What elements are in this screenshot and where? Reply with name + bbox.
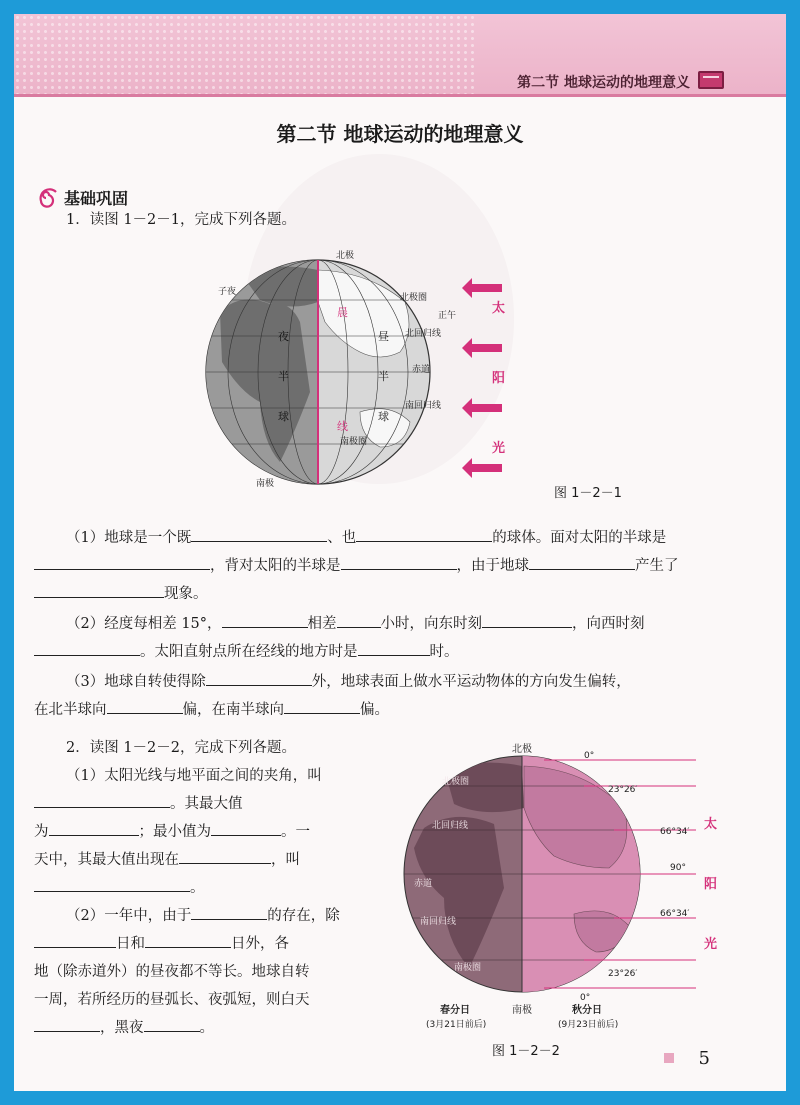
q2-p1-text-g: ，叫: [271, 852, 300, 868]
q1-p2-line1: [66, 610, 645, 638]
figure-1-2-1: [200, 242, 520, 502]
q1-p1-text-d: ，背对太阳的半球是: [210, 558, 341, 574]
day-label-2: 半: [378, 370, 389, 383]
q2-p1-text-h: 。: [190, 880, 205, 896]
answer-blank[interactable]: [107, 698, 183, 714]
q2-p1-text-d: ；最小值为: [138, 824, 211, 840]
terminator-label-1: 晨: [337, 306, 348, 319]
answer-blank[interactable]: [211, 820, 281, 836]
q1-p1-text-e: ，由于地球: [456, 558, 529, 574]
answer-blank[interactable]: [341, 554, 457, 570]
tropic-capricorn-label: 南回归线: [405, 401, 442, 411]
q1-p1-text-c: 的球体。面对太阳的半球是: [492, 530, 667, 546]
q2-p2-line5: [34, 1014, 214, 1042]
answer-blank[interactable]: [145, 932, 231, 948]
answer-blank[interactable]: [222, 612, 308, 628]
answer-blank[interactable]: [191, 526, 327, 542]
q2-p1-line3: [34, 818, 310, 846]
answer-blank[interactable]: [34, 932, 116, 948]
q2-p2-text-d: 日外，各: [231, 936, 289, 952]
page-title: 第二节 地球运动的地理意义: [276, 122, 524, 146]
q2-p1-text-f: 天中，其最大值出现在: [34, 852, 179, 868]
book-icon: [698, 71, 724, 89]
page-marker: [664, 1053, 674, 1063]
q1-p2-text-a: （2）经度每相差 15°，: [66, 616, 222, 632]
q2-p2-line4: 一周，若所经历的昼弧长、夜弧短，则白天: [34, 992, 310, 1008]
q1-p3-line2: [34, 696, 389, 724]
equator-label: 赤道: [412, 365, 431, 375]
section-label: 基础巩固: [64, 189, 129, 208]
textbook-page: [14, 14, 786, 1091]
q1-p2-text-b: 相差: [307, 616, 337, 632]
answer-blank[interactable]: [34, 1016, 100, 1032]
q1-p3-line1: [66, 668, 631, 696]
answer-blank[interactable]: [34, 582, 164, 598]
page-number: 5: [698, 1048, 710, 1069]
figure-1-2-1-caption: 图 1－2－1: [554, 486, 622, 501]
sun-label-2b: 阳: [704, 877, 718, 892]
q1-p1-text-b: 、也: [327, 530, 357, 546]
q1-p1-line2: [34, 552, 679, 580]
q1-p1-text-f: 产生了: [635, 558, 679, 574]
north-pole-label: 北极: [336, 251, 355, 261]
angle-90: 90°: [670, 863, 686, 873]
tropic-cancer-label: 北回归线: [405, 329, 442, 339]
q1-p2-text-c: 小时，向东时刻: [380, 616, 483, 632]
q2-p2-text-h: 。: [199, 1020, 214, 1036]
running-head: 第二节 地球运动的地理意义: [517, 75, 690, 91]
sun-label-1: 太: [492, 301, 506, 316]
answer-blank[interactable]: [356, 526, 492, 542]
q1-p1-text-a: （1）地球是一个既: [66, 530, 192, 546]
answer-blank[interactable]: [179, 848, 271, 864]
night-label-2: 半: [278, 370, 289, 383]
q1-p2-text-d: ，向西时刻: [572, 616, 645, 632]
q1-p3-text-a: （3）地球自转使得除: [66, 674, 206, 690]
arctic-circle-label-2: 北极圈: [442, 777, 470, 787]
q2-p1-line5: [34, 874, 205, 902]
q1-p2-text-f: 时。: [429, 644, 459, 660]
answer-blank[interactable]: [529, 554, 635, 570]
antarctic-circle-label: 南极圈: [340, 437, 368, 447]
angle-0-top: 0°: [584, 751, 595, 761]
q1-p2-line2: [34, 638, 459, 666]
spring-equinox-label: 春分日: [440, 1005, 470, 1016]
q1-stem: 1．读图 1－2－1，完成下列各题。: [66, 212, 297, 228]
q2-p1-line4: [34, 846, 300, 874]
q2-p1-text-c: 为: [34, 824, 49, 840]
q2-p1-line1: （1）太阳光线与地平面之间的夹角，叫: [66, 768, 322, 784]
equator-label-2: 赤道: [414, 879, 433, 889]
answer-blank[interactable]: [144, 1016, 200, 1032]
q1-p2-text-e: 。太阳直射点所在经线的地方时是: [140, 644, 358, 660]
q1-p1-line1: [66, 524, 666, 552]
day-label-3: 球: [378, 410, 389, 423]
q1-p3-text-e: 偏。: [360, 702, 389, 718]
answer-blank[interactable]: [34, 792, 170, 808]
answer-blank[interactable]: [191, 904, 267, 920]
answer-blank[interactable]: [34, 640, 140, 656]
angle-6634-top: 66°34′: [660, 827, 690, 837]
south-pole-label-2: 南极: [512, 1005, 532, 1016]
tropic-cancer-label-2: 北回归线: [432, 821, 469, 831]
q2-p2-text-b: 的存在，除: [267, 908, 340, 924]
q2-p2-line1: [66, 902, 340, 930]
spring-equinox-date: (3月21日前后): [426, 1020, 487, 1030]
sun-label-2a: 太: [704, 817, 718, 832]
q2-p1-text-e: 。一: [281, 824, 310, 840]
q1-p1-text-g: 现象。: [164, 586, 208, 602]
antarctic-circle-label-2: 南极圈: [454, 963, 482, 973]
spiral-icon: [34, 188, 58, 208]
q1-p3-text-d: 偏，在南半球向: [182, 702, 284, 718]
q2-p2-text-a: （2）一年中，由于: [66, 908, 192, 924]
sun-label-3: 光: [492, 441, 506, 456]
header-dot-pattern: [14, 14, 474, 94]
angle-6634-bottom: 66°34′: [660, 909, 690, 919]
q2-p2-text-c: 日和: [116, 936, 145, 952]
answer-blank[interactable]: [482, 612, 572, 628]
south-pole-label: 南极: [256, 479, 275, 489]
night-label-1: 夜: [278, 330, 289, 343]
figure-1-2-2-caption: 图 1－2－2: [492, 1044, 560, 1059]
answer-blank[interactable]: [284, 698, 360, 714]
q2-p1-line2: [34, 790, 243, 818]
answer-blank[interactable]: [358, 640, 430, 656]
q2-stem: 2．读图 1－2－2，完成下列各题。: [66, 740, 297, 756]
autumn-equinox-label: 秋分日: [572, 1005, 602, 1016]
q2-p2-text-g: ，黑夜: [100, 1020, 144, 1036]
sun-label-2: 阳: [492, 371, 506, 386]
sun-label-2c: 光: [704, 937, 718, 952]
answer-blank[interactable]: [34, 876, 190, 892]
q2-p1-text-b: 。其最大值: [170, 796, 243, 812]
q1-p3-text-b: 外，地球表面上做水平运动物体的方向发生偏转，: [311, 674, 631, 690]
q2-p2-line2: [34, 930, 289, 958]
figure-1-2-2: [384, 738, 724, 1038]
tropic-capricorn-label-2: 南回归线: [420, 917, 457, 927]
terminator-label-2: 线: [337, 420, 348, 433]
q2-p2-line3: 地（除赤道外）的昼夜都不等长。地球自转: [34, 964, 310, 980]
noon-label: 正午: [438, 311, 457, 321]
answer-blank[interactable]: [337, 612, 381, 628]
arctic-circle-label: 北极圈: [400, 293, 428, 303]
north-pole-label-2: 北极: [512, 744, 532, 755]
angle-0-bottom: 0°: [580, 993, 591, 1003]
angle-2326-top: 23°26′: [608, 785, 638, 795]
answer-blank[interactable]: [34, 554, 210, 570]
europe-landmass-2: [444, 762, 524, 812]
night-label-3: 球: [278, 410, 289, 423]
angle-2326-bottom: 23°26′: [608, 969, 638, 979]
midnight-label: 子夜: [218, 287, 237, 297]
q1-p1-line3: [34, 580, 208, 608]
q1-p3-text-c: 在北半球向: [34, 702, 107, 718]
answer-blank[interactable]: [49, 820, 139, 836]
day-label-1: 昼: [378, 330, 389, 343]
answer-blank[interactable]: [206, 670, 312, 686]
section-heading: [34, 186, 128, 209]
header-divider: [14, 94, 786, 97]
autumn-equinox-date: (9月23日前后): [558, 1020, 619, 1030]
